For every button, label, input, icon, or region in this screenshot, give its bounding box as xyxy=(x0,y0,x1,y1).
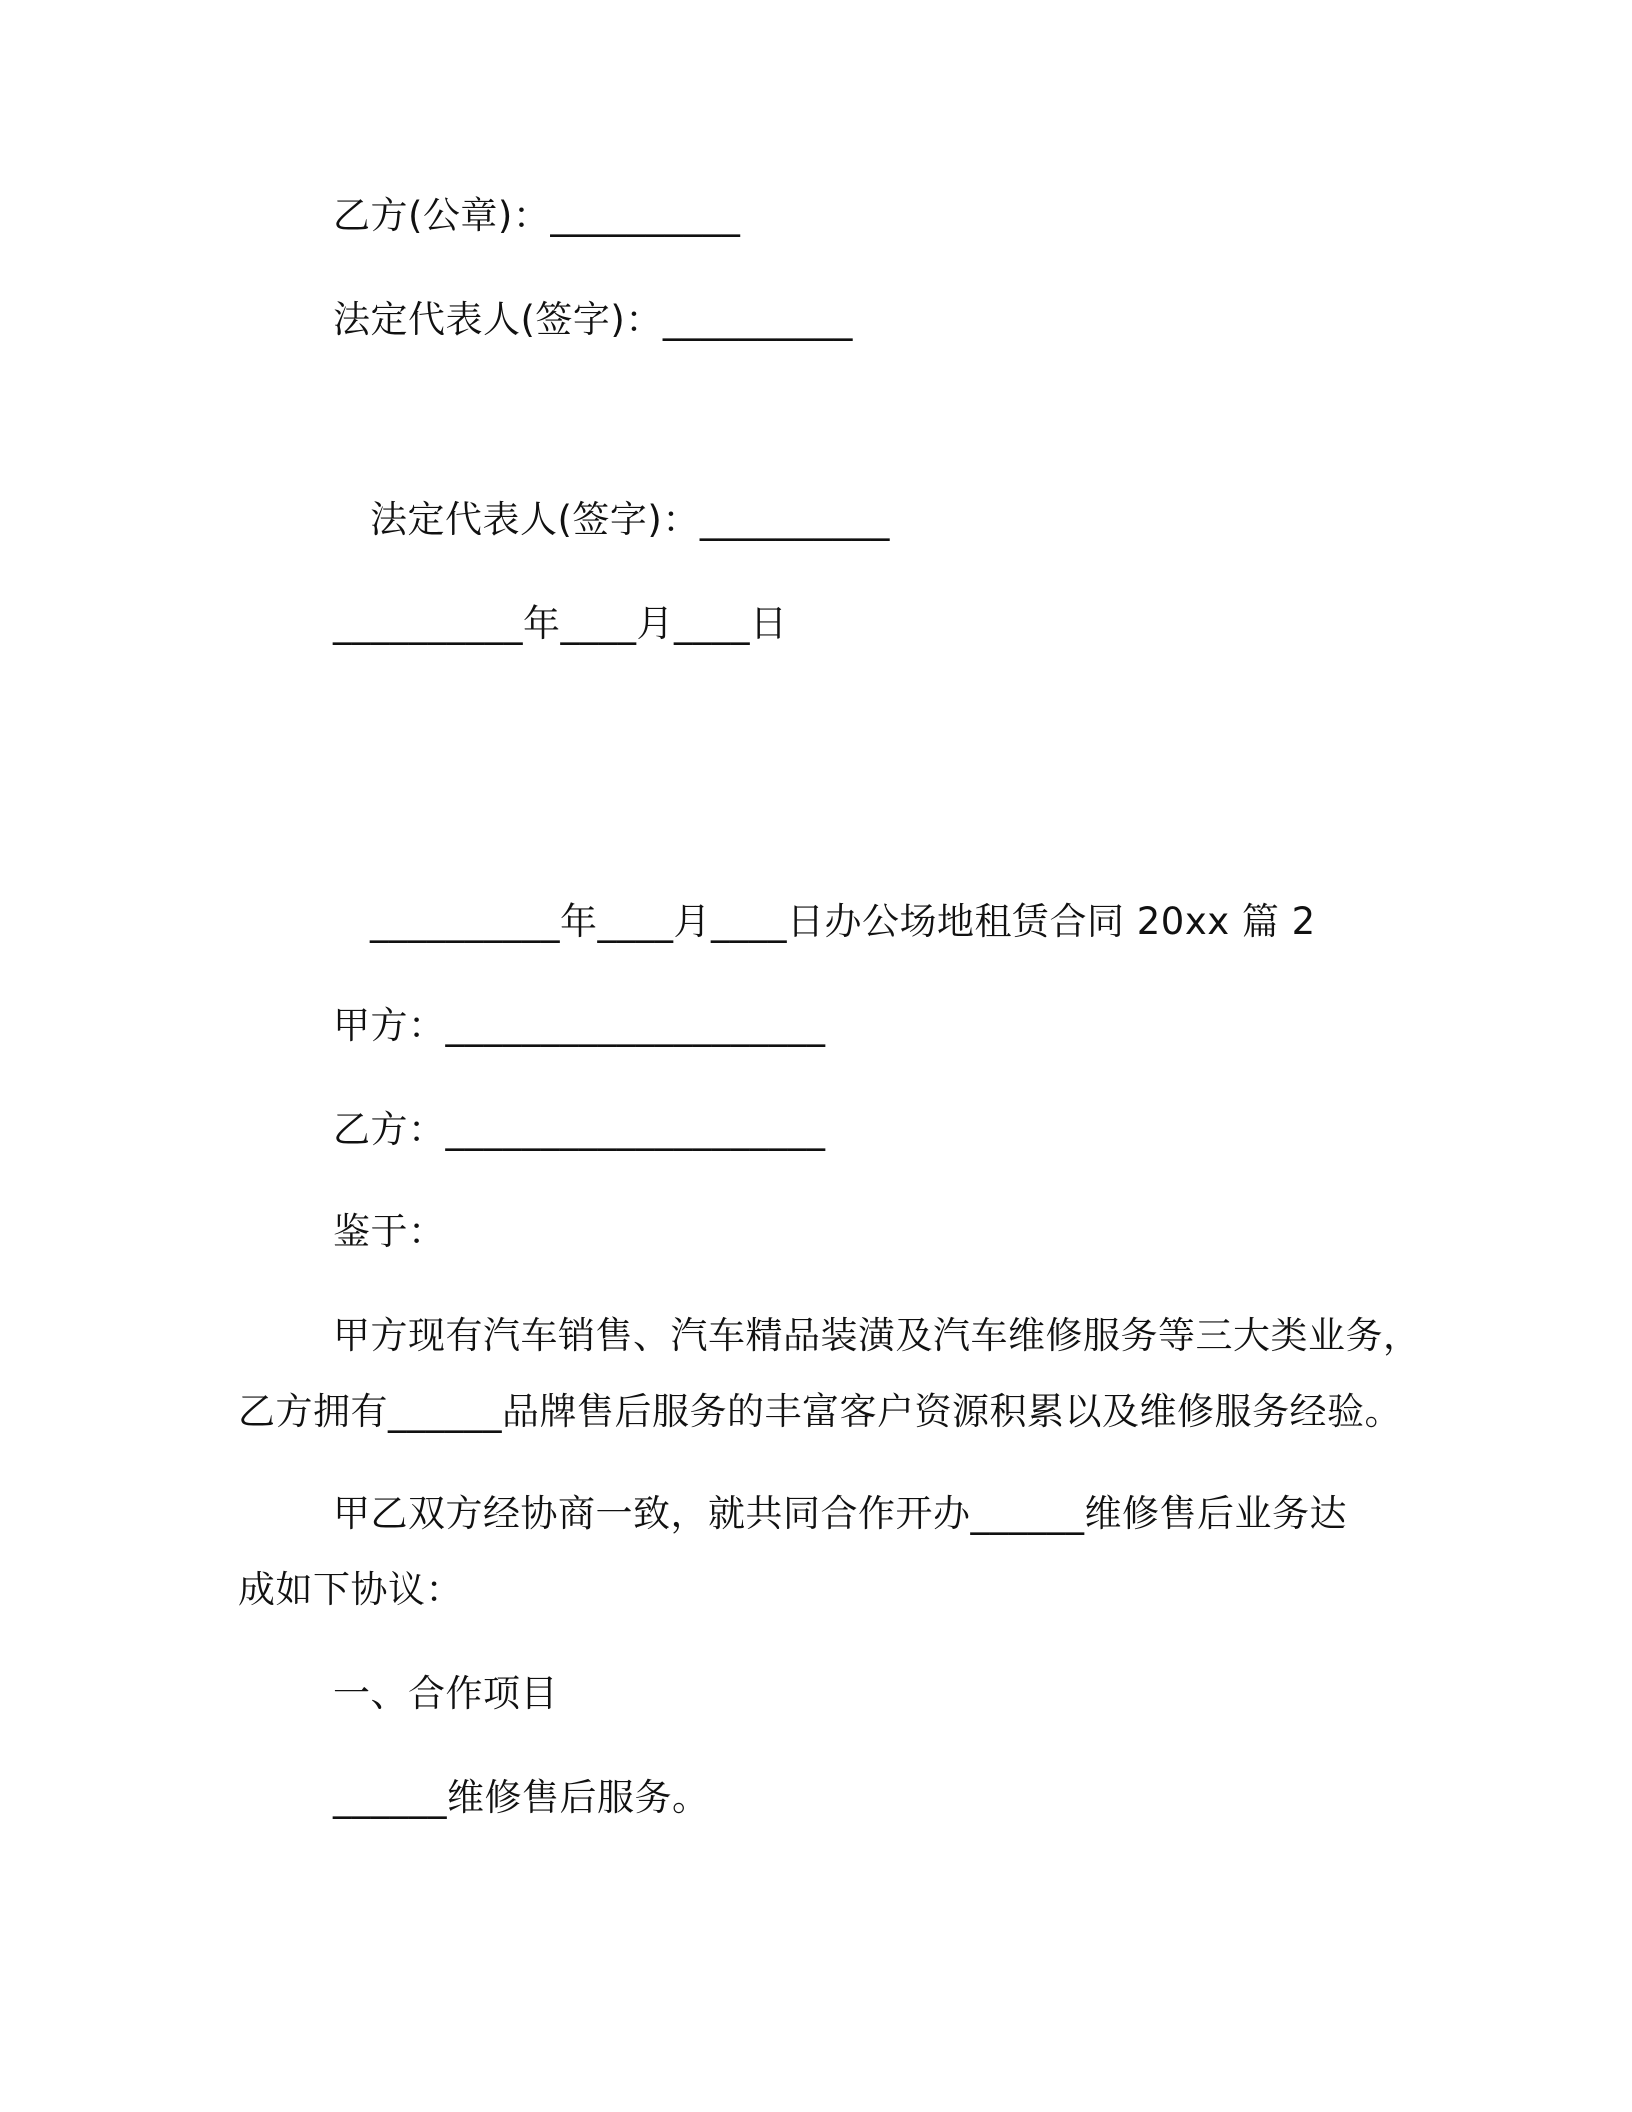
paragraph-1-line-1: 甲方现有汽车销售、汽车精品装潢及汽车维修服务等三大类业务， xyxy=(333,1314,1421,1357)
party-b-line: 乙方：____________________ xyxy=(333,1108,826,1151)
paragraph-2-line-1: 甲乙双方经协商一致，就共同合作开办______维修售后业务达 xyxy=(333,1492,1347,1535)
paragraph-1-line-2: 乙方拥有______品牌售后服务的丰富客户资源积累以及维修服务经验。 xyxy=(238,1390,1402,1433)
section-1-heading: 一、合作项目 xyxy=(333,1672,558,1715)
party-a-line: 甲方：____________________ xyxy=(333,1004,826,1047)
legal-representative-line-2: 法定代表人(签字)：__________ xyxy=(370,498,890,541)
date-line: __________年____月____日 xyxy=(333,602,788,645)
legal-representative-line-1: 法定代表人(签字)：__________ xyxy=(333,298,853,341)
whereas-heading: 鉴于： xyxy=(333,1210,446,1253)
paragraph-2-line-2: 成如下协议： xyxy=(238,1568,463,1611)
section-1-content: ______维修售后服务。 xyxy=(333,1776,710,1819)
contract-title: __________年____月____日办公场地租赁合同 20xx 篇 2 xyxy=(370,900,1316,943)
party-b-seal-line: 乙方(公章)：__________ xyxy=(333,194,741,237)
